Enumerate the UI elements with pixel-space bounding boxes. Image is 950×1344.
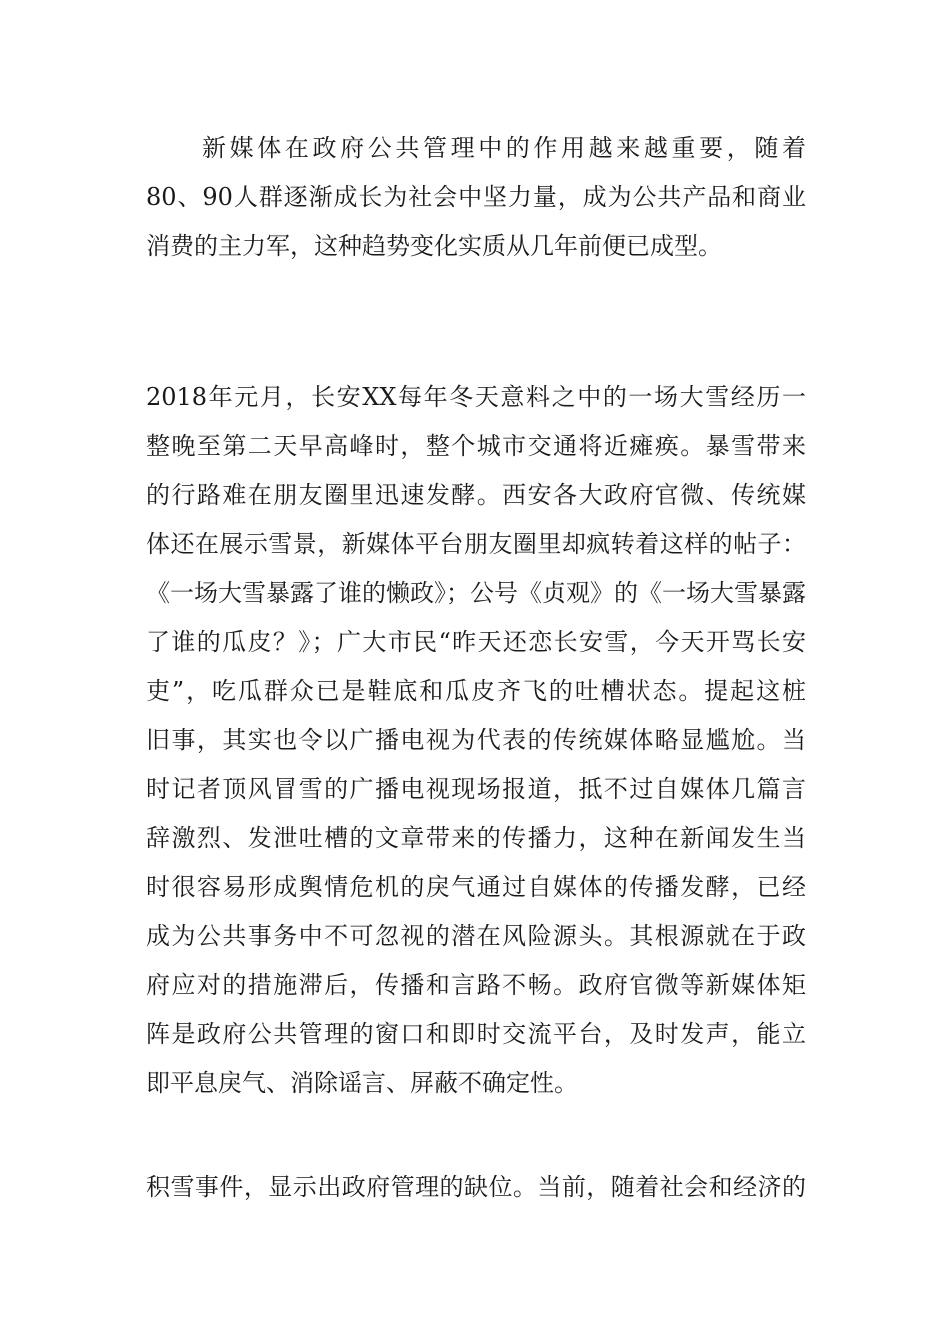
paragraph-2-line-2: 整晚至第二天早高峰时，整个城市交通将近瘫痪。暴雪带来	[146, 432, 806, 460]
paragraph-2-line-5: 《一场大雪暴露了谁的懒政》；公号《贞观》的《一场大雪暴露	[146, 579, 806, 607]
paragraph-2-line-9: 时记者顶风冒雪的广播电视现场报道，抵不过自媒体几篇言	[146, 775, 806, 803]
paragraph-2-line-6: 了谁的瓜皮？》；广大市民“昨天还恋长安雪，今天开骂长安	[146, 628, 806, 656]
paragraph-1-line-3: 消费的主力军，这种趋势变化实质从几年前便已成型。	[146, 232, 722, 260]
paragraph-2-line-14: 阵是政府公共管理的窗口和即时交流平台，及时发声，能立	[146, 1020, 806, 1048]
paragraph-1-line-1: 新媒体在政府公共管理中的作用越来越重要，随着	[202, 134, 806, 162]
paragraph-1-line-2: 80、90人群逐渐成长为社会中坚力量，成为公共产品和商业	[146, 183, 806, 211]
paragraph-2-line-12: 成为公共事务中不可忽视的潜在风险源头。其根源就在于政	[146, 922, 806, 950]
paragraph-2-line-7: 吏”，吃瓜群众已是鞋底和瓜皮齐飞的吐槽状态。提起这桩	[146, 677, 806, 705]
paragraph-2-line-13: 府应对的措施滞后，传播和言路不畅。政府官微等新媒体矩	[146, 971, 806, 999]
paragraph-2-line-4: 体还在展示雪景，新媒体平台朋友圈里却疯转着这样的帖子：	[146, 530, 806, 558]
paragraph-2-line-10: 辞激烈、发泄吐槽的文章带来的传播力，这种在新闻发生当	[146, 824, 806, 852]
paragraph-2-line-3: 的行路难在朋友圈里迅速发酵。西安各大政府官微、传统媒	[146, 481, 806, 509]
paragraph-2-line-8: 旧事，其实也令以广播电视为代表的传统媒体略显尴尬。当	[146, 726, 806, 754]
paragraph-2-line-1: 2018年元月，长安XX每年冬天意料之中的一场大雪经历一	[146, 383, 806, 411]
paragraph-2-line-11: 时很容易形成舆情危机的戾气通过自媒体的传播发酵，已经	[146, 873, 806, 901]
paragraph-2-line-15: 即平息戾气、消除谣言、屏蔽不确定性。	[146, 1069, 578, 1097]
paragraph-3-line-1: 积雪事件，显示出政府管理的缺位。当前，随着社会和经济的	[146, 1173, 806, 1201]
